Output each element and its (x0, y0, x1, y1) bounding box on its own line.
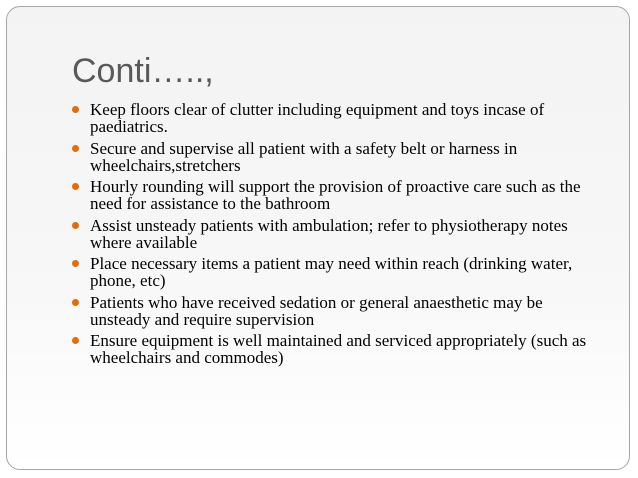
bullet-item (72, 101, 602, 135)
bullet-dot-icon (72, 145, 79, 152)
bullet-item (72, 140, 602, 174)
bullet-item (72, 255, 602, 289)
bullet-text: Keep floors clear of clutter including equipment and toys incase of paediatrics. (90, 100, 545, 136)
bullet-dot-icon (72, 260, 79, 267)
slide-title: Conti….., (72, 52, 214, 90)
bullet-text: Secure and supervise all patient with a safety belt or harness in wheelchairs,stretchers (90, 138, 518, 175)
bullet-item (72, 294, 602, 328)
bullet-text: Hourly rounding will support the provision of proactive care such as the need for assistance to the bathroom (90, 177, 581, 213)
bullet-dot-icon (72, 106, 79, 113)
bullet-text: Assist unsteady patients with ambulation; refer to physiotherapy notes where available (90, 215, 568, 252)
bullet-dot-icon (72, 299, 79, 306)
bullet-text: Place necessary items a patient may need within reach (drinking water, phone, etc) (90, 254, 573, 290)
bullet-dot-icon (72, 337, 79, 344)
bullet-text: Ensure equipment is well maintained and serviced appropriately (such as wheelchairs and commodes) (90, 331, 587, 367)
bullet-dot-icon (72, 222, 79, 229)
bullet-item (72, 217, 602, 251)
bullet-item (72, 178, 602, 212)
bullet-list (72, 101, 602, 371)
bullet-text: Patients who have received sedation or general anaesthetic may be unsteady and require supervision (90, 292, 543, 329)
bullet-item (72, 332, 602, 366)
bullet-dot-icon (72, 183, 79, 190)
